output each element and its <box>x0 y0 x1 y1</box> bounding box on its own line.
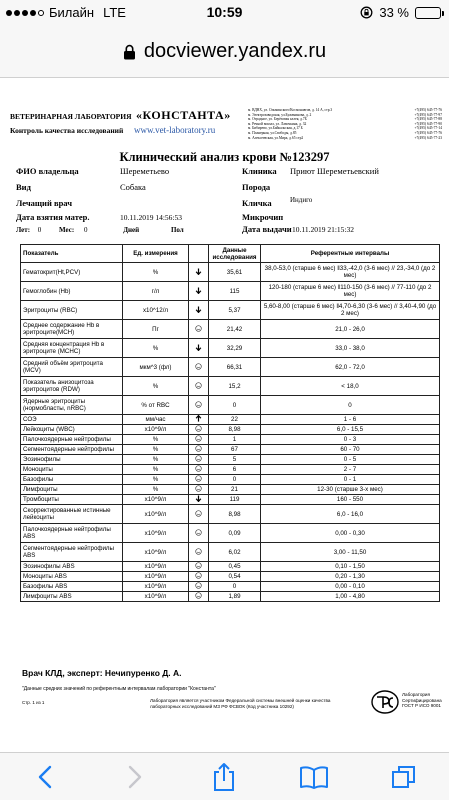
unit-cell: % <box>123 263 189 282</box>
flag-cell <box>189 582 209 592</box>
indicator-name: Показатель анизоцитоза эритроцитов (RDW) <box>21 377 123 396</box>
status-time: 10:59 <box>206 4 243 20</box>
value-cell: 119 <box>209 495 261 505</box>
reference-cell: 21,0 - 26,0 <box>261 320 440 339</box>
value-cell: 1 <box>209 435 261 445</box>
indicator-name: Гемоглобин (Hb) <box>21 282 123 301</box>
normal-status-icon <box>195 435 202 442</box>
value-cell: 5,37 <box>209 301 261 320</box>
age-row <box>16 226 184 234</box>
value-cell: 21 <box>209 485 261 495</box>
arrow-up-icon <box>195 415 202 422</box>
lab-header <box>10 108 440 148</box>
url-text[interactable]: docviewer.yandex.ru <box>143 40 327 62</box>
lab-address: м. ВДНХ, ул. Ольминского/Космонавтов, д. 14 А, стр.3 <box>248 108 333 112</box>
indicator-name: Скорректированные истинные лейкоциты <box>21 505 123 524</box>
value-cell: 0 <box>209 396 261 415</box>
table-header-row <box>21 245 440 263</box>
col-unit: Ед. измерения <box>123 245 189 263</box>
table-row <box>21 263 440 282</box>
reference-cell: 5,60-8,00 (старше 6 мес) ‖4,70-6,30 (3-6 мес) // 3,40-4,90 (до 2 мес) <box>261 301 440 320</box>
lab-name-prefix: ВЕТЕРИНАРНАЯ ЛАБОРАТОРИЯ <box>10 112 132 121</box>
flag-cell <box>189 592 209 602</box>
reference-cell: 0,00 - 0,30 <box>261 524 440 543</box>
results-table <box>20 244 440 602</box>
lab-phone: +7(495) 645-77-14 <box>414 126 442 131</box>
days-label: Дней <box>123 226 140 234</box>
flag-cell <box>189 396 209 415</box>
chevron-right-icon <box>128 765 142 789</box>
table-row <box>21 435 440 445</box>
reference-cell: 120-180 (старше 6 мес) ‖110-150 (3-6 мес) // 77-110 (до 2 мес) <box>261 282 440 301</box>
lab-subtitle: Контроль качества исследований <box>10 126 124 135</box>
arrow-down-icon <box>195 306 202 313</box>
indicator-name: Палочкоядерные нейтрофилы ABS <box>21 524 123 543</box>
species-row <box>16 182 31 192</box>
reference-cell: 12-30 (старше 3-х мес) <box>261 485 440 495</box>
flag-cell <box>189 282 209 301</box>
normal-status-icon <box>195 510 202 517</box>
indicator-name: Тромбоциты <box>21 495 123 505</box>
value-cell: 35,61 <box>209 263 261 282</box>
indicator-name: Эритроциты (RBC) <box>21 301 123 320</box>
lab-address: м. Планерная, ул.Свободы, д.85 <box>248 130 297 135</box>
chip-label: Микрочип <box>242 212 284 222</box>
flag-cell <box>189 358 209 377</box>
table-row <box>21 524 440 543</box>
breed-label: Порода <box>242 182 271 192</box>
certification-mark-icon <box>370 689 400 715</box>
indicator-name: Лимфоциты ABS <box>21 592 123 602</box>
share-icon <box>212 762 236 792</box>
doctor-row <box>16 198 72 208</box>
normal-status-icon <box>195 572 202 579</box>
lab-website[interactable]: www.vet-laboratory.ru <box>134 125 216 135</box>
reference-cell: 6,0 - 16,0 <box>261 505 440 524</box>
owner-row <box>16 166 79 176</box>
book-icon <box>299 765 329 789</box>
unit-cell: % <box>123 465 189 475</box>
reference-cell: 60 - 70 <box>261 445 440 455</box>
lab-address: м. Бибирево, ул.Байкальская, д.17 Б <box>248 126 303 131</box>
value-cell: 0,09 <box>209 524 261 543</box>
issue-date: 10.11.2019 21:15:32 <box>292 225 355 234</box>
reference-cell: 1 - 6 <box>261 415 440 425</box>
flag-cell <box>189 415 209 425</box>
reference-cell: 0 - 5 <box>261 455 440 465</box>
flag-cell <box>189 445 209 455</box>
lab-phone: +7(495) 645-77-76 <box>414 130 442 135</box>
reference-cell: 0,20 - 1,30 <box>261 572 440 582</box>
unit-cell: х10^9/л <box>123 562 189 572</box>
reference-cell: 0 - 1 <box>261 475 440 485</box>
reference-cell: 6,0 - 15,5 <box>261 425 440 435</box>
value-cell: 0 <box>209 582 261 592</box>
indicator-name: Базофилы ABS <box>21 582 123 592</box>
normal-status-icon <box>195 401 202 408</box>
back-button[interactable] <box>23 755 67 799</box>
indicator-name: Средний объём эритроцита (MCV) <box>21 358 123 377</box>
status-right <box>360 5 441 20</box>
battery-percent: 33 % <box>379 5 409 20</box>
owner-label: ФИО владельца <box>16 166 79 176</box>
value-cell: 0,45 <box>209 562 261 572</box>
value-cell: 15,2 <box>209 377 261 396</box>
indicator-name: Эозинофилы ABS <box>21 562 123 572</box>
unit-cell: х10^9/л <box>123 543 189 562</box>
unit-cell: % <box>123 455 189 465</box>
table-row <box>21 425 440 435</box>
normal-status-icon <box>195 562 202 569</box>
age-months: 0 <box>83 226 88 234</box>
normal-status-icon <box>195 485 202 492</box>
unit-cell: % <box>123 445 189 455</box>
flag-cell <box>189 320 209 339</box>
table-row <box>21 505 440 524</box>
network-type: LTE <box>103 5 126 20</box>
doctor-label: Лечащий врач <box>16 198 72 208</box>
flag-cell <box>189 572 209 582</box>
lab-addresses <box>248 108 442 140</box>
sample-date: 10.11.2019 14:56:53 <box>120 213 183 222</box>
flag-cell <box>189 485 209 495</box>
forward-button[interactable] <box>113 755 157 799</box>
reference-cell: 160 - 550 <box>261 495 440 505</box>
value-cell: 115 <box>209 282 261 301</box>
species-label: Вид <box>16 182 31 192</box>
normal-status-icon <box>195 445 202 452</box>
flag-cell <box>189 524 209 543</box>
value-cell: 6 <box>209 465 261 475</box>
indicator-name: Средняя концентрация Hb в эритроците (MCHC) <box>21 339 123 358</box>
age-years-label: Лет: <box>16 226 31 234</box>
clinic-label: Клиника <box>242 166 277 176</box>
value-cell: 0,54 <box>209 572 261 582</box>
browser-toolbar <box>0 752 449 800</box>
indicator-name: Моноциты <box>21 465 123 475</box>
lab-address: м. Алексеевская, ул.Мира, д.65 стр2 <box>248 135 304 140</box>
nickname-value: Индиго <box>290 196 313 204</box>
value-cell: 32,29 <box>209 339 261 358</box>
table-row <box>21 582 440 592</box>
normal-status-icon <box>195 455 202 462</box>
clinic-label-wrap <box>242 166 277 176</box>
indicator-name: Лимфоциты <box>21 485 123 495</box>
unit-cell: мкм^3 (фл) <box>123 358 189 377</box>
accreditation-note: Лаборатория является участником Федеральной системы внешней оценки качества лабораторных исследований МЗ РФ ФСВОК (Код участника 10292) <box>150 698 331 709</box>
unit-cell: % <box>123 475 189 485</box>
battery-icon <box>415 7 441 19</box>
age-years: 0 <box>37 226 42 234</box>
normal-status-icon <box>195 548 202 555</box>
bookmarks-button[interactable] <box>292 755 336 799</box>
sample-label: Дата взятия матер. <box>16 212 90 222</box>
table-row <box>21 485 440 495</box>
normal-status-icon <box>195 475 202 482</box>
issue-label-wrap <box>242 224 292 234</box>
table-row <box>21 339 440 358</box>
normal-status-icon <box>195 325 202 332</box>
unit-cell: х10^9/л <box>123 582 189 592</box>
sample-row <box>16 212 90 222</box>
footnote: "Данные средних значений по референтным интервалам лаборатории "Константа" <box>22 686 216 692</box>
page-number: Стр. 1 из 1 <box>22 700 45 705</box>
unit-cell: х10^9/л <box>123 592 189 602</box>
lab-phone: +7(495) 645-77-97 <box>414 112 442 117</box>
indicator-name: Лейкоциты (WBC) <box>21 425 123 435</box>
lab-phone: +7(495) 645-77-23 <box>414 135 442 140</box>
indicator-name: Моноциты ABS <box>21 572 123 582</box>
reference-cell: 0,10 - 1,50 <box>261 562 440 572</box>
lab-phone: +7(495) 645-77-76 <box>414 108 442 112</box>
table-row <box>21 475 440 485</box>
unit-cell: х10^9/л <box>123 524 189 543</box>
breed-label-wrap <box>242 182 270 192</box>
table-row <box>21 543 440 562</box>
indicator-name: Сегментоядерные нейтрофилы ABS <box>21 543 123 562</box>
table-row <box>21 465 440 475</box>
owner-value: Шереметьево <box>120 166 170 176</box>
table-row <box>21 415 440 425</box>
reference-cell: < 18,0 <box>261 377 440 396</box>
status-bar <box>0 0 449 26</box>
normal-status-icon <box>195 363 202 370</box>
col-indicator: Показатель <box>21 245 123 263</box>
value-cell: 22 <box>209 415 261 425</box>
lab-name: «КОНСТАНТА» <box>136 108 231 122</box>
normal-status-icon <box>195 425 202 432</box>
share-button[interactable] <box>202 755 246 799</box>
tabs-icon <box>391 764 417 790</box>
normal-status-icon <box>195 465 202 472</box>
unit-cell: % <box>123 377 189 396</box>
value-cell: 67 <box>209 445 261 455</box>
arrow-down-icon <box>195 287 202 294</box>
unit-cell: г/л <box>123 282 189 301</box>
value-cell: 66,31 <box>209 358 261 377</box>
normal-status-icon <box>195 382 202 389</box>
value-cell: 5 <box>209 455 261 465</box>
col-reference: Референтные интервалы <box>261 245 440 263</box>
reference-cell: 1,00 - 4,80 <box>261 592 440 602</box>
value-cell: 21,42 <box>209 320 261 339</box>
table-body <box>21 263 440 602</box>
unit-cell: х10^9/л <box>123 505 189 524</box>
indicator-name: Эозинофилы <box>21 455 123 465</box>
indicator-name: Гематокрит(Ht,PCV) <box>21 263 123 282</box>
table-row <box>21 282 440 301</box>
species-value: Собака <box>120 182 146 192</box>
table-row <box>21 455 440 465</box>
reference-cell: 0 <box>261 396 440 415</box>
table-row <box>21 495 440 505</box>
doctor-signature-line: Врач КЛД, эксперт: Нечипуренко Д. А. <box>22 668 182 678</box>
table-row <box>21 377 440 396</box>
lab-address: м. Отрадное, ул. Берёзовая аллея, д.7Б <box>248 117 307 122</box>
unit-cell: х10^12/л <box>123 301 189 320</box>
unit-cell: мм/час <box>123 415 189 425</box>
value-cell: 1,89 <box>209 592 261 602</box>
table-row <box>21 592 440 602</box>
table-row <box>21 445 440 455</box>
address-bar[interactable] <box>0 26 449 78</box>
table-row <box>21 358 440 377</box>
table-row <box>21 572 440 582</box>
reference-cell: 2 - 7 <box>261 465 440 475</box>
indicator-name: СОЭ <box>21 415 123 425</box>
unit-cell: % <box>123 485 189 495</box>
table-row <box>21 396 440 415</box>
flag-cell <box>189 475 209 485</box>
reference-cell: 62,0 - 72,0 <box>261 358 440 377</box>
flag-cell <box>189 465 209 475</box>
flag-cell <box>189 301 209 320</box>
flag-cell <box>189 425 209 435</box>
table-row <box>21 562 440 572</box>
chip-label-wrap <box>242 212 283 222</box>
flag-cell <box>189 505 209 524</box>
indicator-name: Ядерные эритроциты (нормобласты, nRBC) <box>21 396 123 415</box>
document-title: Клинический анализ крови №123297 <box>119 150 330 164</box>
clinic-value: Приют Шереметьевский <box>290 166 379 176</box>
unit-cell: Пг <box>123 320 189 339</box>
unit-cell: х10^9/л <box>123 495 189 505</box>
certification-text: Лаборатория Сертифицирована ГОСТ Р ИСО 9001 <box>402 692 442 708</box>
rotation-lock-icon <box>360 6 373 19</box>
lock-icon <box>123 44 136 60</box>
arrow-down-icon <box>195 268 202 275</box>
unit-cell: х10^9/л <box>123 425 189 435</box>
value-cell: 0 <box>209 475 261 485</box>
lab-address: м. Электрозаводская, ул.Буженинова, д. 2 <box>248 112 312 117</box>
value-cell: 6,02 <box>209 543 261 562</box>
col-flag <box>189 245 209 263</box>
unit-cell: % <box>123 435 189 445</box>
tabs-button[interactable] <box>382 755 426 799</box>
value-cell: 8,98 <box>209 425 261 435</box>
table-row <box>21 320 440 339</box>
sex-label: Пол <box>170 226 184 234</box>
reference-cell: 0,00 - 0,10 <box>261 582 440 592</box>
flag-cell <box>189 562 209 572</box>
indicator-name: Среднее содержание Hb в эритроците(MCH) <box>21 320 123 339</box>
normal-status-icon <box>195 582 202 589</box>
normal-status-icon <box>195 592 202 599</box>
indicator-name: Сегментоядерные нейтрофилы <box>21 445 123 455</box>
document-page <box>0 78 449 752</box>
carrier-name: Билайн <box>49 5 95 20</box>
unit-cell: % <box>123 339 189 358</box>
reference-cell: 3,00 - 11,50 <box>261 543 440 562</box>
table-row <box>21 301 440 320</box>
flag-cell <box>189 339 209 358</box>
reference-cell: 38,0-53,0 (старше 6 мес) ‖33,-42,0 (3-6 мес) // 23,-34,0 (до 2 мес) <box>261 263 440 282</box>
flag-cell <box>189 435 209 445</box>
nickname-label: Кличка <box>242 198 272 208</box>
arrow-down-icon <box>195 344 202 351</box>
arrow-down-icon <box>195 495 202 502</box>
issue-label: Дата выдачи <box>242 224 292 234</box>
value-cell: 8,98 <box>209 505 261 524</box>
unit-cell: % от RBC <box>123 396 189 415</box>
reference-cell: 33,0 - 38,0 <box>261 339 440 358</box>
flag-cell <box>189 495 209 505</box>
lab-phone: +7(495) 645-77-88 <box>414 117 442 122</box>
flag-cell <box>189 543 209 562</box>
flag-cell <box>189 263 209 282</box>
reference-cell: 0 - 3 <box>261 435 440 445</box>
age-months-label: Мес: <box>59 226 75 234</box>
nickname-label-wrap <box>242 198 272 208</box>
col-value: Данные исследования <box>209 245 261 263</box>
indicator-name: Базофилы <box>21 475 123 485</box>
flag-cell <box>189 377 209 396</box>
normal-status-icon <box>195 529 202 536</box>
flag-cell <box>189 455 209 465</box>
lab-phone: +7(495) 645-77-90 <box>414 121 442 126</box>
chevron-left-icon <box>38 765 52 789</box>
lab-address: м. Речной вокзал, ул. Лавочкина, д. 32 <box>248 121 307 126</box>
indicator-name: Палочкоядерные нейтрофилы <box>21 435 123 445</box>
lab-address-row <box>248 136 442 141</box>
unit-cell: х10^9/л <box>123 572 189 582</box>
